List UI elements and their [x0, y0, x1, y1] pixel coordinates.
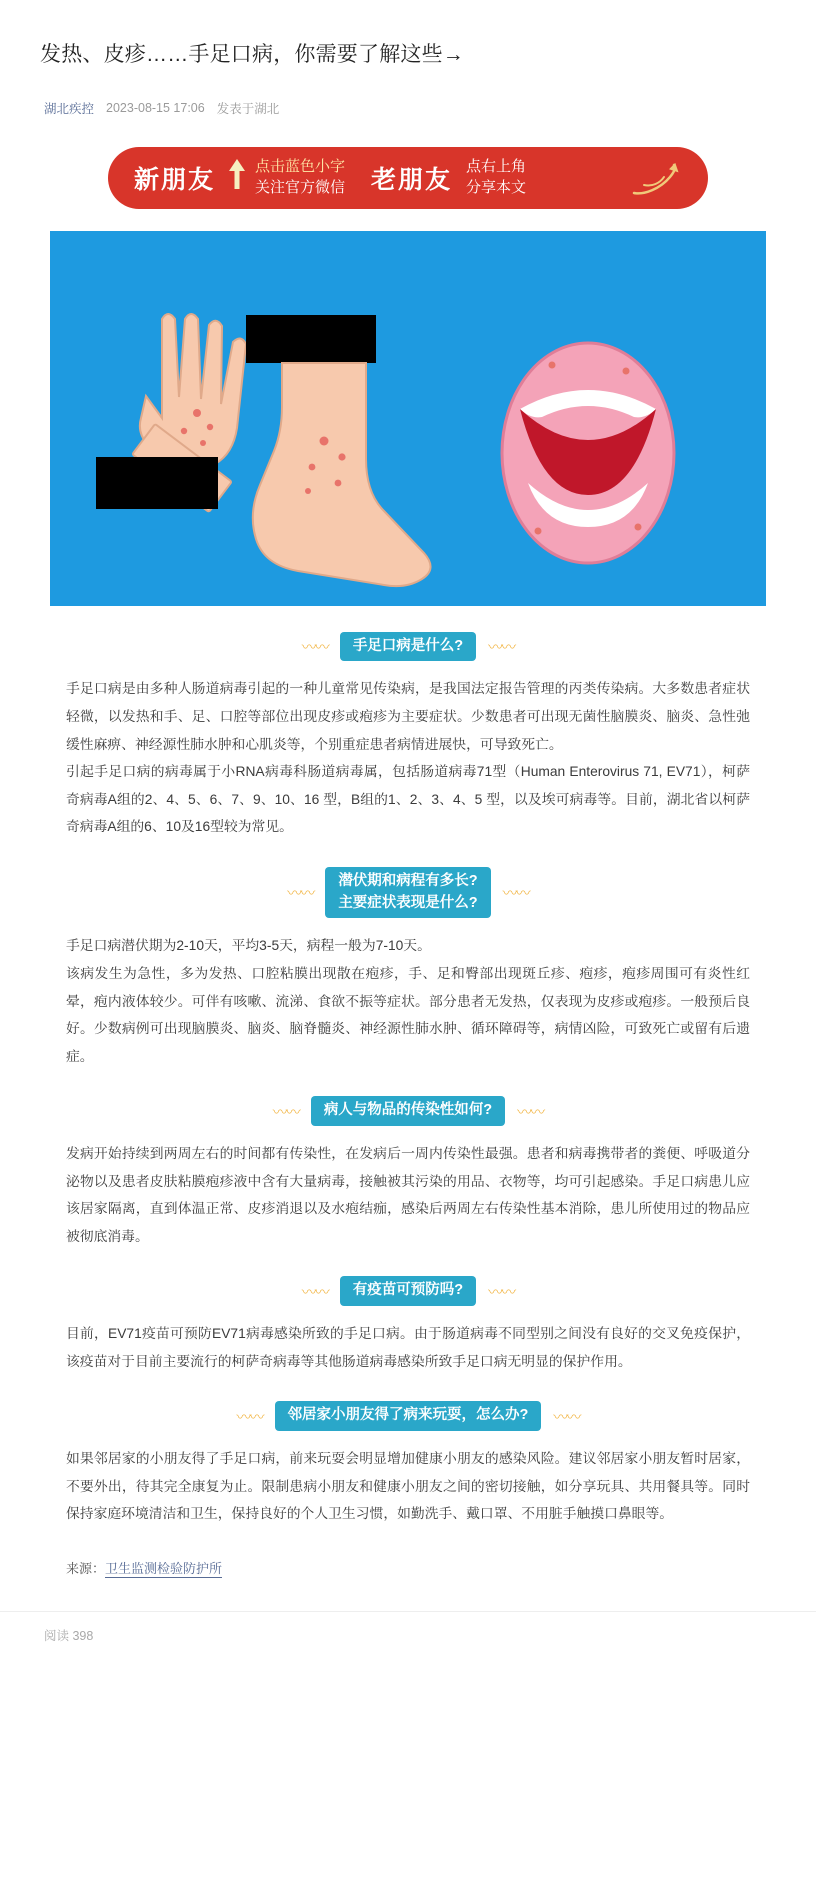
section-title-line: 邻居家小朋友得了病来玩耍，怎么办? — [287, 1407, 529, 1424]
wave-left-icon: 〰〰 — [236, 1408, 263, 1426]
article-page — [0, 14, 816, 1877]
paragraph: 手足口病潜伏期为2-10天，平均3-5天，病程一般为7-10天。 — [66, 938, 431, 954]
section-body-4 — [0, 1316, 816, 1375]
wave-right-icon: 〰〰 — [517, 1103, 544, 1121]
section-body-2 — [0, 928, 816, 1070]
follow-banner[interactable] — [108, 147, 708, 209]
read-count: 阅读 398 — [44, 1628, 94, 1643]
section-heading-1 — [0, 632, 816, 662]
section-title-line: 潜伏期和病程有多长? — [338, 872, 478, 889]
paragraph: 如果邻居家的小朋友得了手足口病，前来玩耍会明显增加健康小朋友的感染风险。建议邻居家小朋友暂时居家，不要外出，待其完全康复为止。限制患病小朋友和健康小朋友之间的密切接触，如分享玩具、共用餐具等。同时保持家庭环境清洁和卫生，保持良好的个人卫生习惯，如勤洗手、戴口罩、不用脏手触摸口鼻眼等。 — [66, 1451, 750, 1522]
mouth-graphic — [502, 343, 674, 563]
paragraph: 发病开始持续到两周左右的时间都有传染性，在发病后一周内传染性最强。患者和病毒携带者的粪便、呼吸道分泌物以及患者皮肤粘膜疱疹液中含有大量病毒，接触被其污染的用品、衣物等，均可引起感染。手足口病患儿应该居家隔离，直到体温正常、皮疹消退以及水疱结痂，感染后两周左右传染性基本消除，患儿所使用过的物品应被彻底消毒。 — [66, 1146, 750, 1244]
source-line — [0, 1528, 816, 1577]
section-title-3 — [311, 1096, 505, 1126]
section-title-2 — [325, 867, 490, 919]
paragraph: 目前，EV71疫苗可预防EV71病毒感染所致的手足口病。由于肠道病毒不同型别之间没有良好的交叉免疫保护，该疫苗对于目前主要流行的柯萨奇病毒等其他肠道病毒感染所致手足口病无明显的保护作用。 — [66, 1326, 750, 1369]
arrow-up-icon — [227, 157, 247, 198]
wave-left-icon: 〰〰 — [272, 1103, 299, 1121]
swirl-arrow-icon — [630, 159, 690, 199]
wave-right-icon: 〰〰 — [488, 638, 515, 656]
banner-new-friend-label: 新朋友 — [134, 165, 216, 194]
section-title-5 — [275, 1401, 542, 1431]
wave-right-icon: 〰〰 — [502, 885, 529, 903]
section-title-1 — [340, 632, 476, 662]
section-heading-2 — [0, 867, 816, 919]
section-body-3 — [0, 1136, 816, 1250]
section-title-line: 有疫苗可预防吗? — [352, 1282, 464, 1299]
banner-old-friend-text — [466, 157, 526, 198]
wave-right-icon: 〰〰 — [488, 1283, 515, 1301]
section-body-5 — [0, 1441, 816, 1528]
article-footer — [0, 1611, 816, 1664]
disease-illustration — [50, 231, 766, 606]
paragraph: 该病发生为急性，多为发热、口腔粘膜出现散在疱疹，手、足和臀部出现斑丘疹、疱疹，疱疹周围可有炎性红晕，疱内液体较少。可伴有咳嗽、流涕、食欲不振等症状。部分患者无发热，仅表现为皮疹或疱疹。一般预后良好。少数病例可出现脑膜炎、脑炎、脑脊髓炎、神经源性肺水肿、循环障碍等，病情凶险，可致死亡或留有后遗症。 — [66, 965, 750, 1064]
page-title: 发热、皮疹……手足口病，你需要了解这些→ — [40, 43, 464, 67]
source-link[interactable]: 卫生监测检验防护所 — [105, 1560, 223, 1576]
banner-line-4: 分享本文 — [466, 178, 527, 196]
publish-location: 发表于湖北 — [216, 101, 280, 116]
section-heading-3 — [0, 1096, 816, 1126]
banner-line-3: 点右上角 — [466, 158, 527, 176]
section-heading-5 — [0, 1401, 816, 1431]
section-title-line: 主要症状表现是什么? — [338, 894, 478, 911]
paragraph: 引起手足口病的病毒属于小RNA病毒科肠道病毒属，包括肠道病毒71型（Human Enterovirus 71, EV71），柯萨奇病毒A组的2、4、5、6、7、9、10、16 型，B组的1、2、3、4、5 型，以及埃可病毒等。目前，湖北省以柯萨奇病毒A组的6、10及16型较为常见。 — [66, 764, 750, 835]
wave-right-icon: 〰〰 — [553, 1408, 580, 1426]
publish-date: 2023-08-15 17:06 — [106, 100, 205, 115]
follow-banner-wrap — [0, 117, 816, 209]
section-title-line: 手足口病是什么? — [352, 637, 464, 654]
illustration-wrap — [0, 209, 816, 606]
banner-new-friend-text — [255, 157, 345, 198]
wave-left-icon: 〰〰 — [301, 1283, 328, 1301]
section-heading-4 — [0, 1276, 816, 1306]
section-title-4 — [340, 1276, 476, 1306]
section-body-1 — [0, 671, 816, 841]
banner-line-1: 点击蓝色小字 — [255, 158, 346, 176]
wave-left-icon: 〰〰 — [287, 885, 314, 903]
article-meta — [0, 85, 816, 117]
paragraph: 手足口病是由多种人肠道病毒引起的一种儿童常见传染病，是我国法定报告管理的丙类传染病。大多数患者症状轻微，以发热和手、足、口腔等部位出现皮疹或疱疹为主要症状。少数患者可出现无菌性脑膜炎、脑炎、急性弛缓性麻痹、神经源性肺水肿和心肌炎等，个别重症患者病情进展快，可导致死亡。 — [66, 681, 750, 752]
account-name[interactable]: 湖北疾控 — [44, 101, 95, 116]
banner-line-2: 关注官方微信 — [255, 178, 346, 196]
source-prefix: 来源： — [66, 1560, 106, 1576]
wave-left-icon: 〰〰 — [301, 638, 328, 656]
banner-old-friend-label: 老朋友 — [371, 165, 453, 194]
section-title-line: 病人与物品的传染性如何? — [323, 1102, 493, 1119]
